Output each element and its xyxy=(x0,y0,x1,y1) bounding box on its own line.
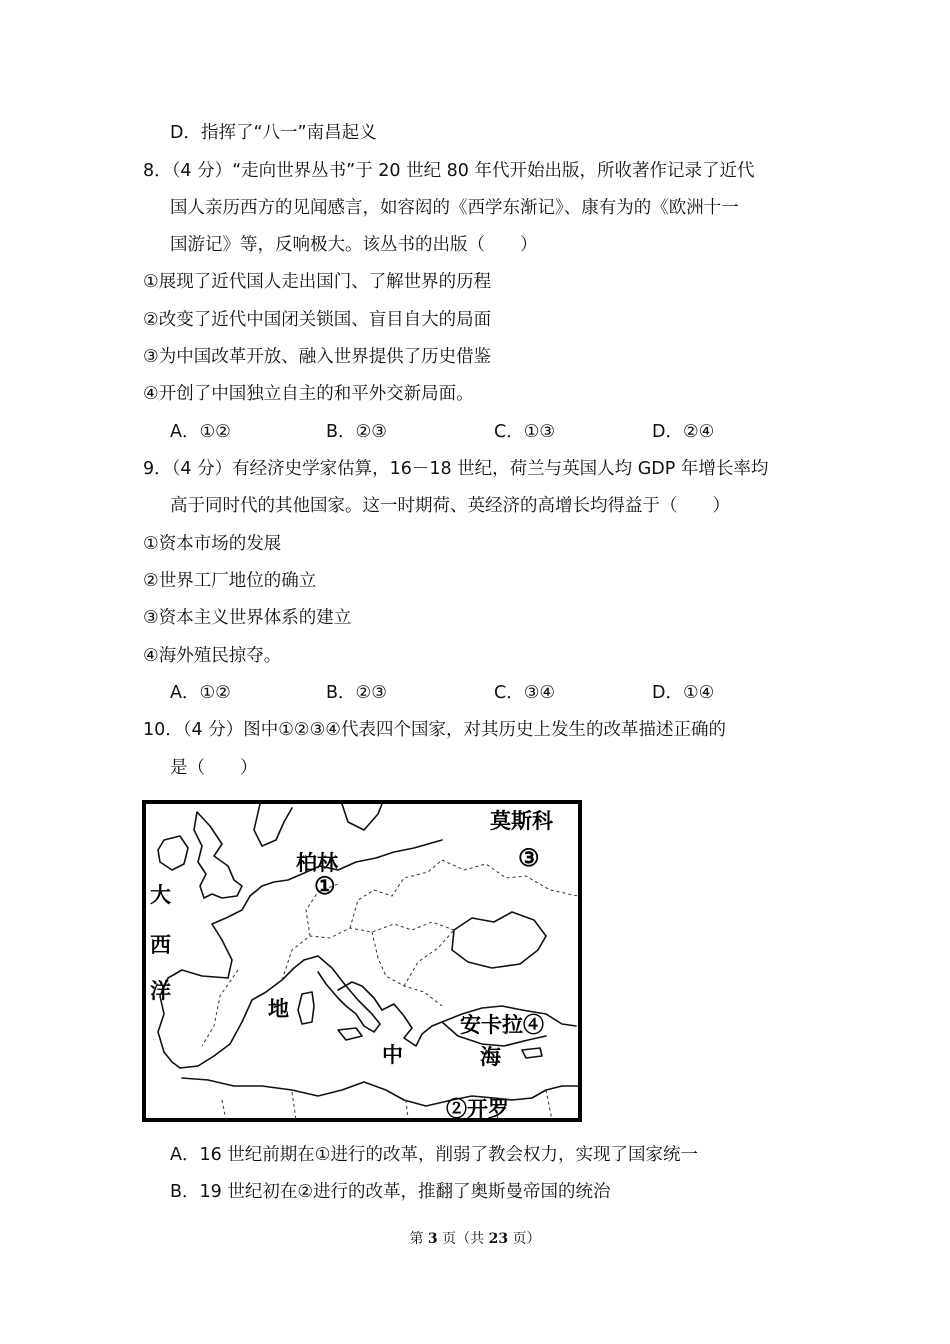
q8-item-1: ①展现了近代国人走出国门、了解世界的历程 xyxy=(143,272,492,292)
map-label-mediterranean-2: 中 xyxy=(382,1042,403,1067)
q9-option-b[interactable]: B．②③ xyxy=(326,683,387,703)
footer-middle: 页（共 xyxy=(437,1231,489,1247)
map-label-atlantic-2: 西 xyxy=(150,932,171,957)
q8-item-2: ②改变了近代中国闭关锁国、盲目自大的局面 xyxy=(143,310,492,330)
map-label-cairo: ②开罗 xyxy=(446,1096,509,1121)
q8-stem-line-1: 8．（4 分）“走向世界丛书”于 20 世纪 80 年代开始出版，所收著作记录了近代 xyxy=(143,161,755,181)
map-label-mediterranean-3: 海 xyxy=(480,1044,501,1069)
q9-option-c[interactable]: C．③④ xyxy=(494,683,556,703)
q9-item-1: ①资本市场的发展 xyxy=(143,534,282,554)
map-label-atlantic-1: 大 xyxy=(150,882,171,907)
q7-option-d: D．指挥了“八一”南昌起义 xyxy=(170,123,377,143)
map-label-atlantic-3: 洋 xyxy=(150,978,171,1003)
footer-page-number: 3 xyxy=(427,1231,438,1247)
q9-options xyxy=(0,681,950,705)
q10-option-b[interactable]: B．19 世纪初在②进行的改革，推翻了奥斯曼帝国的统治 xyxy=(170,1182,611,1202)
q9-item-3: ③资本主义世界体系的建立 xyxy=(143,608,352,628)
q10-stem-line-1: 10．（4 分）图中①②③④代表四个国家，对其历史上发生的改革描述正确的 xyxy=(143,720,726,740)
q9-stem-line-2: 高于同时代的其他国家。这一时期荷、英经济的高增长均得益于（ ） xyxy=(170,496,730,516)
q8-stem-line-3: 国游记》等，反响极大。该丛书的出版（ ） xyxy=(170,235,538,255)
footer-suffix: 页） xyxy=(508,1231,541,1247)
map-label-3: ③ xyxy=(518,843,540,872)
q8-option-d[interactable]: D．②④ xyxy=(652,422,715,442)
map-label-moscow: 莫斯科 xyxy=(490,808,553,833)
q8-item-4: ④开创了中国独立自主的和平外交新局面。 xyxy=(143,384,474,404)
q10-stem-line-2: 是（ ） xyxy=(170,758,258,778)
map-label-1: ① xyxy=(314,871,336,900)
q8-options xyxy=(0,420,950,444)
q8-stem-line-2: 国人亲历西方的见闻感言，如容闳的《西学东渐记》、康有为的《欧洲十一 xyxy=(170,198,739,218)
q9-stem-line-1: 9．（4 分）有经济史学家估算，16－18 世纪，荷兰与英国人均 GDP 年增长率均 xyxy=(143,459,769,479)
q9-option-a[interactable]: A．①② xyxy=(170,683,231,703)
q9-item-2: ②世界工厂地位的确立 xyxy=(143,571,317,591)
q8-option-a[interactable]: A．①② xyxy=(170,422,231,442)
q9-option-d[interactable]: D．①④ xyxy=(652,683,715,703)
q8-option-c[interactable]: C．①③ xyxy=(494,422,556,442)
q9-item-4: ④海外殖民掠夺。 xyxy=(143,646,282,666)
map-label-berlin: 柏林 xyxy=(296,850,338,875)
page-footer xyxy=(0,1228,950,1248)
map-label-ankara: 安卡拉④ xyxy=(460,1012,544,1037)
q8-option-b[interactable]: B．②③ xyxy=(326,422,387,442)
q8-item-3: ③为中国改革开放、融入世界提供了历史借鉴 xyxy=(143,347,492,367)
europe-mediterranean-map xyxy=(142,800,582,1122)
map-label-mediterranean-1: 地 xyxy=(268,996,289,1021)
footer-prefix: 第 xyxy=(409,1231,428,1247)
footer-total-pages: 23 xyxy=(488,1231,509,1247)
q10-option-a[interactable]: A．16 世纪前期在①进行的改革，削弱了教会权力，实现了国家统一 xyxy=(170,1145,698,1165)
